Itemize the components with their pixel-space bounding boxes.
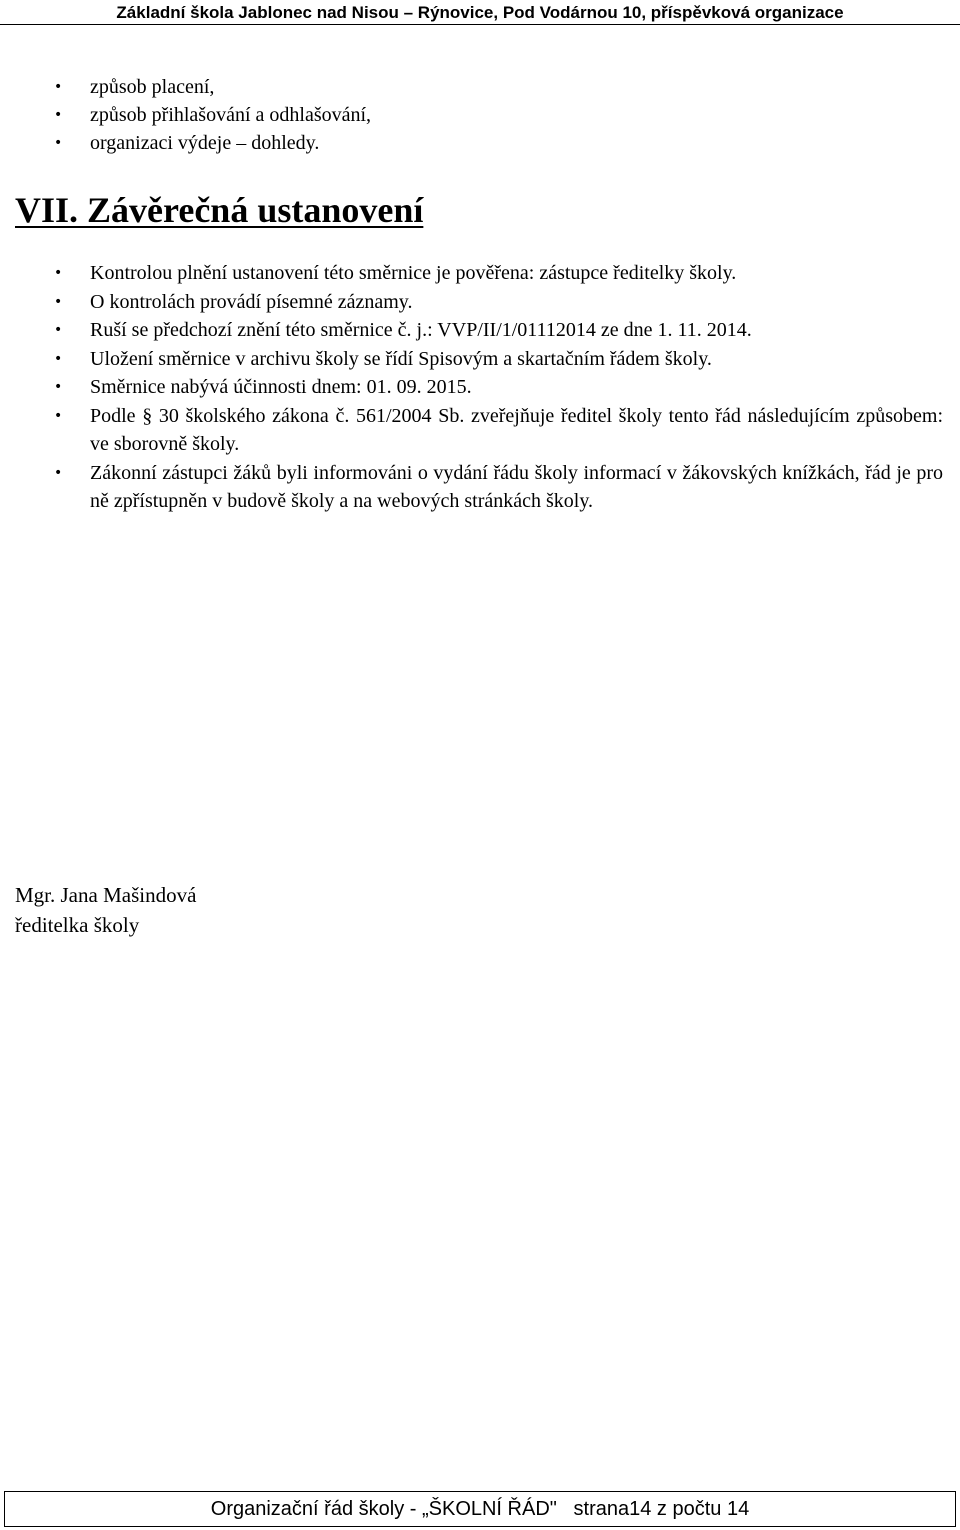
list-item (54, 259, 943, 288)
bullet-icon: • (54, 464, 63, 481)
list-item (54, 459, 943, 516)
list-item (54, 288, 943, 317)
section-heading: VII. Závěrečná ustanovení (15, 190, 424, 230)
list-item (54, 73, 940, 101)
list-item-text: Ruší se předchozí znění této směrnice č. j.: VVP/II/1/01112014 ze dne 1. 11. 2014. (90, 319, 752, 341)
footer-text: Organizační řád školy - „ŠKOLNÍ ŘÁD" strana14 z počtu 14 (210, 1498, 750, 1520)
signatory-name: Mgr. Jana Mašindová (15, 883, 197, 907)
bullet-icon: • (54, 407, 63, 424)
list-item (54, 316, 943, 345)
signatory-role: ředitelka školy (15, 913, 140, 937)
list-item (54, 373, 943, 402)
list-item (54, 129, 940, 157)
list-item-text: Kontrolou plnění ustanovení této směrnice je pověřena: zástupce ředitelky školy. (90, 262, 737, 284)
list-item-text: Podle § 30 školského zákona č. 561/2004 Sb. zveřejňuje ředitel školy tento řád následujícím způsobem: ve sborovně školy. (90, 404, 943, 455)
page-header (0, 0, 960, 25)
header-title: Základní škola Jablonec nad Nisou – Rýnovice, Pod Vodárnou 10, příspěvková organizace (116, 3, 844, 22)
bullet-icon: • (54, 135, 63, 151)
bullet-icon: • (54, 265, 63, 281)
list-item-text: organizaci výdeje – dohledy. (90, 132, 320, 154)
bullet-icon: • (54, 322, 63, 338)
list-item-text: způsob placení, (90, 76, 215, 98)
list-item-text: Zákonní zástupci žáků byli informováni o vydání řádu školy informací v žákovských knížkách, řád je pro ně zpřístupněn v budově školy a na webových stránkách školy. (90, 461, 943, 512)
bullet-icon: • (54, 107, 63, 123)
bullet-icon: • (54, 79, 63, 95)
signature-block (15, 880, 196, 940)
list-item (54, 101, 940, 129)
list-item-text: Uložení směrnice v archivu školy se řídí Spisovým a skartačním řádem školy. (90, 347, 712, 370)
list-item-text: Směrnice nabývá účinnosti dnem: 01. 09. 2015. (90, 376, 472, 398)
main-bullet-list (54, 259, 943, 516)
bullet-icon: • (54, 350, 63, 367)
top-bullet-list (54, 73, 940, 157)
list-item-text: O kontrolách provádí písemné záznamy. (90, 290, 413, 313)
list-item-text: způsob přihlašování a odhlašování, (90, 104, 372, 126)
bullet-icon: • (54, 379, 63, 395)
list-item (54, 402, 943, 459)
page-footer (4, 1491, 956, 1527)
bullet-icon: • (54, 293, 63, 310)
list-item (54, 345, 943, 374)
